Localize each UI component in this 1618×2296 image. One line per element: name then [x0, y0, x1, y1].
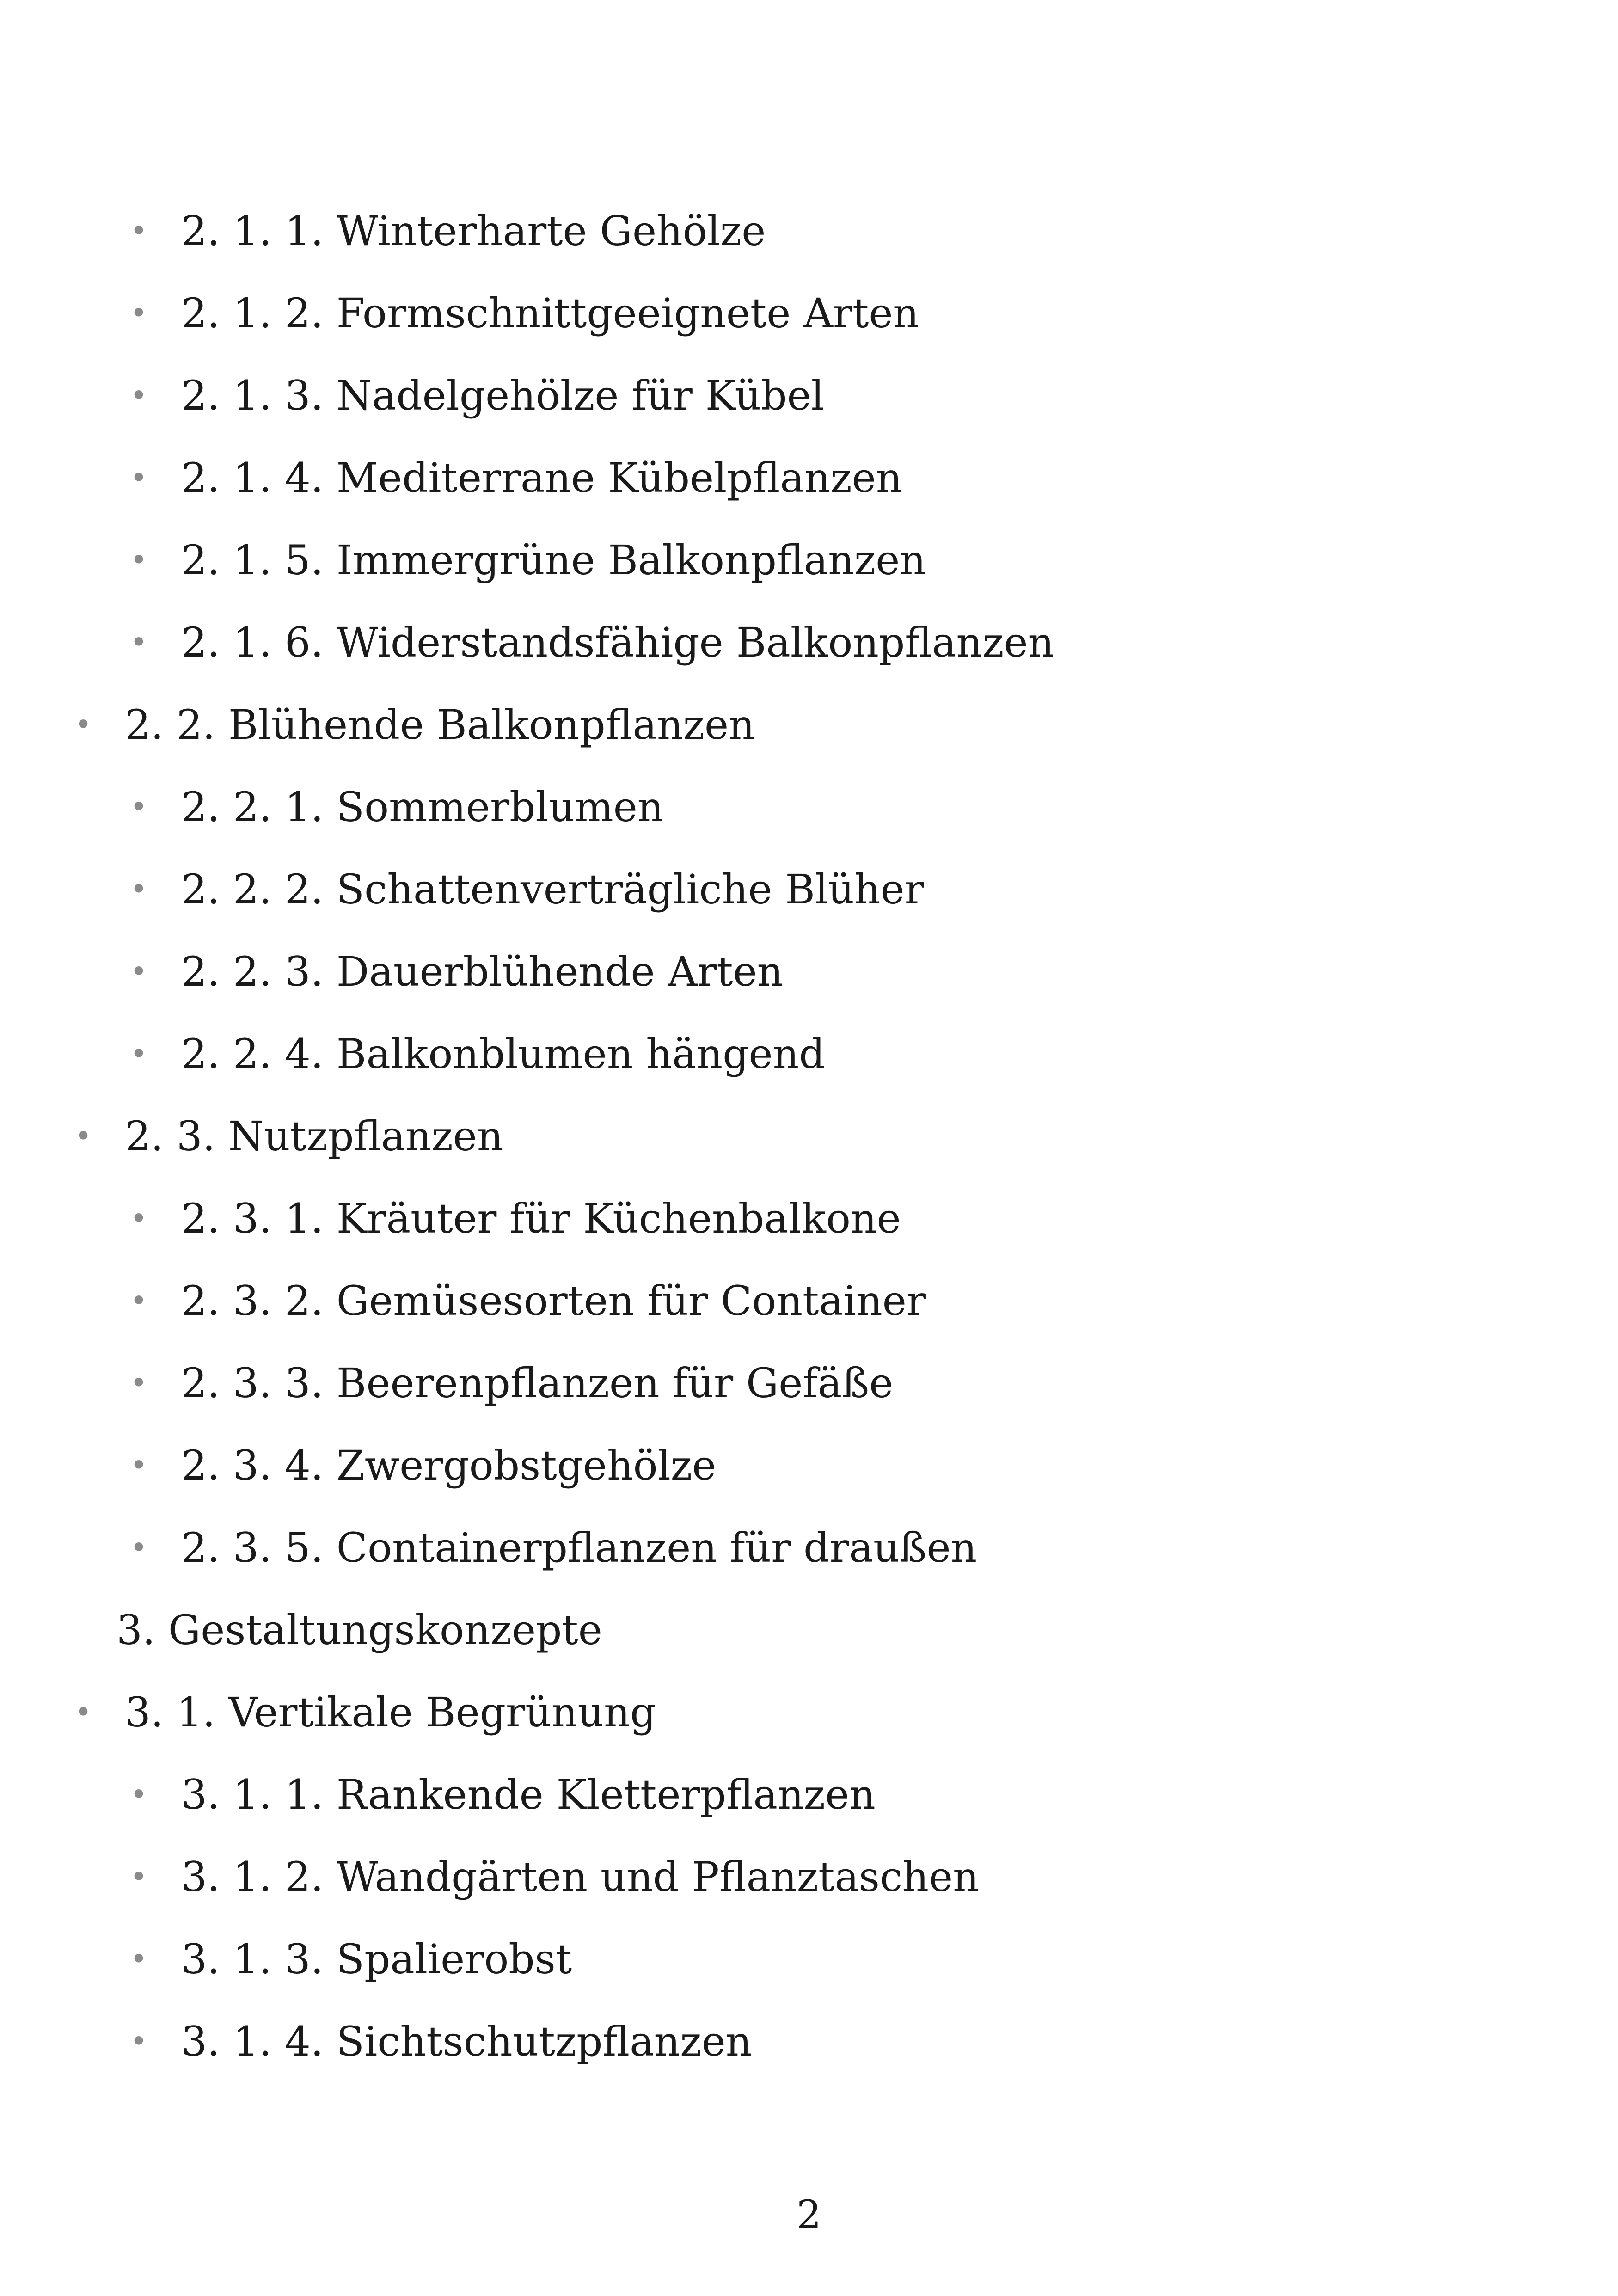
toc-section-label: 2. 2. Blühende Balkonpflanzen: [125, 701, 755, 749]
toc-chapter-label: 3. Gestaltungskonzepte: [116, 1606, 602, 1654]
toc-item-label: 2. 2. 4. Balkonblumen hängend: [181, 1030, 825, 1078]
bullet-icon: •: [130, 1778, 147, 1812]
toc-item-label: 3. 1. 4. Sichtschutzpflanzen: [181, 2018, 752, 2065]
bullet-icon: •: [130, 543, 147, 577]
bullet-icon: •: [130, 955, 147, 989]
toc-item-label: 2. 3. 4. Zwergobstgehölze: [181, 1442, 717, 1489]
toc-section-label: 2. 3. Nutzpflanzen: [125, 1112, 503, 1160]
bullet-icon: •: [130, 1366, 147, 1400]
toc-item-label: 2. 1. 2. Formschnittgeeignete Arten: [181, 289, 919, 337]
toc-item-label: 2. 1. 3. Nadelgehölze für Kübel: [181, 372, 824, 419]
bullet-icon: •: [130, 2025, 147, 2059]
toc-item-label: 2. 1. 6. Widerstandsfähige Balkonpflanzen: [181, 619, 1054, 666]
bullet-icon: •: [74, 708, 92, 742]
toc-item-label: 2. 3. 2. Gemüsesorten für Container: [181, 1277, 926, 1325]
toc-item-label: 2. 1. 1. Winterharte Gehölze: [181, 207, 766, 255]
bullet-icon: •: [130, 214, 147, 248]
bullet-icon: •: [130, 872, 147, 907]
bullet-icon: •: [74, 1695, 92, 1730]
toc-item-label: 2. 1. 5. Immergrüne Balkonpflanzen: [181, 536, 926, 584]
toc-item-label: 2. 3. 3. Beerenpflanzen für Gefäße: [181, 1359, 894, 1407]
bullet-icon: •: [74, 1119, 92, 1154]
bullet-icon: •: [130, 790, 147, 824]
toc-item-label: 2. 1. 4. Mediterrane Kübelpflanzen: [181, 454, 902, 502]
toc-item-label: 2. 3. 5. Containerpflanzen für draußen: [181, 1524, 977, 1572]
bullet-icon: •: [130, 296, 147, 331]
toc-section-label: 3. 1. Vertikale Begrünung: [125, 1688, 656, 1736]
bullet-icon: •: [130, 1860, 147, 1894]
toc-item-label: 3. 1. 3. Spalierobst: [181, 1935, 572, 1983]
toc-item-label: 2. 3. 1. Kräuter für Küchenbalkone: [181, 1195, 901, 1242]
page-number: 2: [797, 2192, 821, 2237]
bullet-icon: •: [130, 626, 147, 660]
bullet-icon: •: [130, 379, 147, 413]
toc-item-label: 3. 1. 2. Wandgärten und Pflanztaschen: [181, 1853, 979, 1901]
toc-item-label: 2. 2. 2. Schattenverträgliche Blüher: [181, 866, 924, 913]
bullet-icon: •: [130, 1531, 147, 1565]
toc-item-label: 3. 1. 1. Rankende Kletterpflanzen: [181, 1771, 876, 1818]
bullet-icon: •: [130, 1284, 147, 1318]
bullet-icon: •: [130, 1942, 147, 1977]
toc-item-label: 2. 2. 3. Dauerblühende Arten: [181, 948, 784, 995]
bullet-icon: •: [130, 461, 147, 495]
toc-item-label: 2. 2. 1. Sommerblumen: [181, 783, 664, 831]
bullet-icon: •: [130, 1037, 147, 1071]
bullet-icon: •: [130, 1202, 147, 1236]
bullet-icon: •: [130, 1449, 147, 1483]
